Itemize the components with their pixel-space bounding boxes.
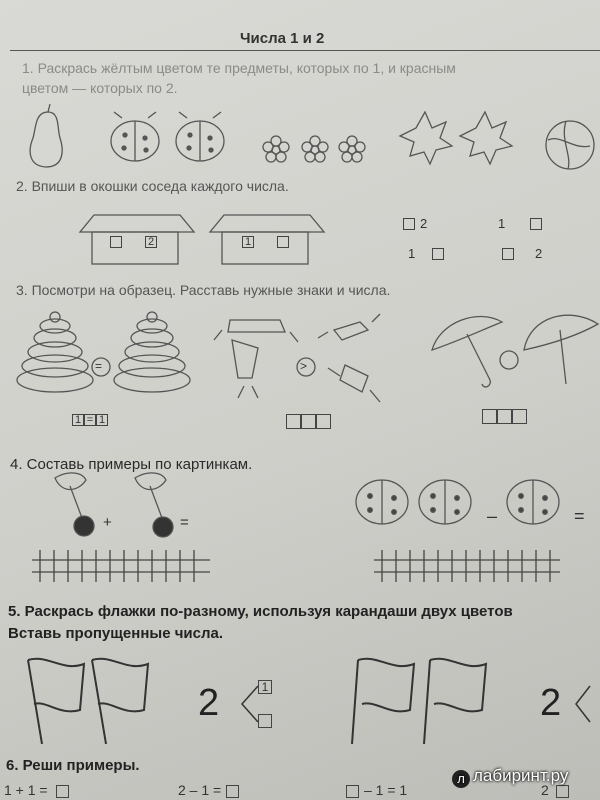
- house-icon: [80, 215, 194, 264]
- cherry-icon: [55, 473, 94, 536]
- ladybug-icon: [419, 480, 471, 524]
- example-1: 1 + 1 =: [4, 782, 48, 798]
- task3-text: 3. Посмотри на образец. Расставь нужные знаки и числа.: [16, 282, 391, 298]
- answer-box[interactable]: [497, 409, 512, 424]
- ladybug-icon: [356, 480, 408, 524]
- equals-sign: =: [180, 514, 189, 531]
- task1-text-line1: 1. Раскрась жёлтым цветом те предметы, которых по 1, и красным: [22, 60, 456, 76]
- answer-box[interactable]: [286, 414, 301, 429]
- decomposition-bracket: [242, 686, 258, 722]
- cherry-icon: [135, 473, 173, 537]
- house1-number-box: 2: [145, 236, 157, 248]
- answer-grid: [374, 550, 560, 582]
- candy-icon: [232, 340, 258, 398]
- neighbor-number: 2: [535, 246, 543, 261]
- flag-icon: [352, 659, 414, 744]
- sample-box: 1: [72, 414, 84, 426]
- example-answer-box[interactable]: [346, 785, 359, 798]
- answer-box[interactable]: [512, 409, 527, 424]
- neighbor-number: 1: [498, 216, 506, 231]
- bottom-empty-box[interactable]: [258, 714, 272, 728]
- house1-empty-box[interactable]: [110, 236, 122, 248]
- neighbor-empty-box[interactable]: [403, 218, 415, 230]
- page-title: Числа 1 и 2: [240, 30, 325, 47]
- answer-box[interactable]: [316, 414, 331, 429]
- top-number-box: 1: [258, 680, 272, 694]
- neighbor-empty-box[interactable]: [502, 248, 514, 260]
- maple-leaf-icon: [400, 112, 452, 164]
- answer-box[interactable]: [482, 409, 497, 424]
- house2-number-box: 1: [242, 236, 254, 248]
- sample-sign-greater: >: [300, 359, 308, 373]
- pear-icon: [30, 112, 62, 167]
- decompose-number: 2: [540, 682, 562, 724]
- decomposition-bracket: [576, 686, 590, 722]
- sample-box: =: [84, 414, 96, 426]
- neighbor-number: 1: [408, 246, 416, 261]
- flag-icon: [28, 659, 84, 744]
- flag-icon: [92, 659, 148, 744]
- minus-sign: –: [487, 506, 498, 526]
- neighbor-number: 2: [420, 216, 428, 231]
- candy-icon: [214, 320, 298, 342]
- ladybug-icon: [507, 480, 559, 524]
- watermark-text: лабиринт.ру: [473, 766, 569, 785]
- example-answer-box[interactable]: [226, 785, 239, 798]
- task5-text-line1: 5. Раскрась флажки по-разному, используя карандаши двух цветов: [8, 603, 513, 620]
- decompose-number: 2: [198, 682, 220, 724]
- example-3: – 1 = 1: [364, 782, 408, 798]
- house2-empty-box[interactable]: [277, 236, 289, 248]
- equals-sign: =: [574, 506, 585, 526]
- ball-icon: [546, 121, 594, 169]
- flower-icon: [339, 136, 365, 162]
- task6-text: 6. Реши примеры.: [6, 757, 140, 774]
- umbrella-icon: [432, 317, 502, 387]
- flag-icon: [424, 659, 486, 744]
- umbrella-icon: [524, 315, 598, 384]
- house-icon: [210, 215, 324, 264]
- sign-circle-3: [500, 351, 518, 369]
- ladybug-icon: [111, 112, 159, 161]
- neighbor-empty-box[interactable]: [432, 248, 444, 260]
- plus-sign: +: [103, 514, 112, 531]
- pear-stem: [48, 104, 50, 112]
- ladybug-icon: [176, 112, 224, 161]
- watermark: [452, 766, 592, 790]
- maple-leaf-icon: [460, 112, 512, 164]
- task5-text-line2: Вставь пропущенные числа.: [8, 625, 224, 642]
- pyramid-toy-icon: [17, 312, 93, 392]
- example-answer-box[interactable]: [56, 785, 69, 798]
- flower-icon: [302, 136, 328, 162]
- sample-box: 1: [96, 414, 108, 426]
- task1-text-line2: цветом — которых по 2.: [22, 80, 178, 96]
- candy-icon: [328, 365, 380, 402]
- example-4: 2: [541, 782, 549, 798]
- neighbor-empty-box[interactable]: [530, 218, 542, 230]
- answer-grid: [32, 550, 210, 582]
- example-2: 2 – 1 =: [178, 782, 222, 798]
- task4-text: 4. Составь примеры по картинкам.: [10, 456, 253, 473]
- answer-box[interactable]: [301, 414, 316, 429]
- labirint-logo-icon: л: [452, 770, 470, 788]
- candy-icon: [318, 314, 380, 340]
- task2-text: 2. Впиши в окошки соседа каждого числа.: [16, 178, 289, 194]
- sample-sign-equal: =: [95, 359, 103, 373]
- flower-icon: [263, 136, 289, 162]
- pyramid-toy-icon: [114, 312, 190, 392]
